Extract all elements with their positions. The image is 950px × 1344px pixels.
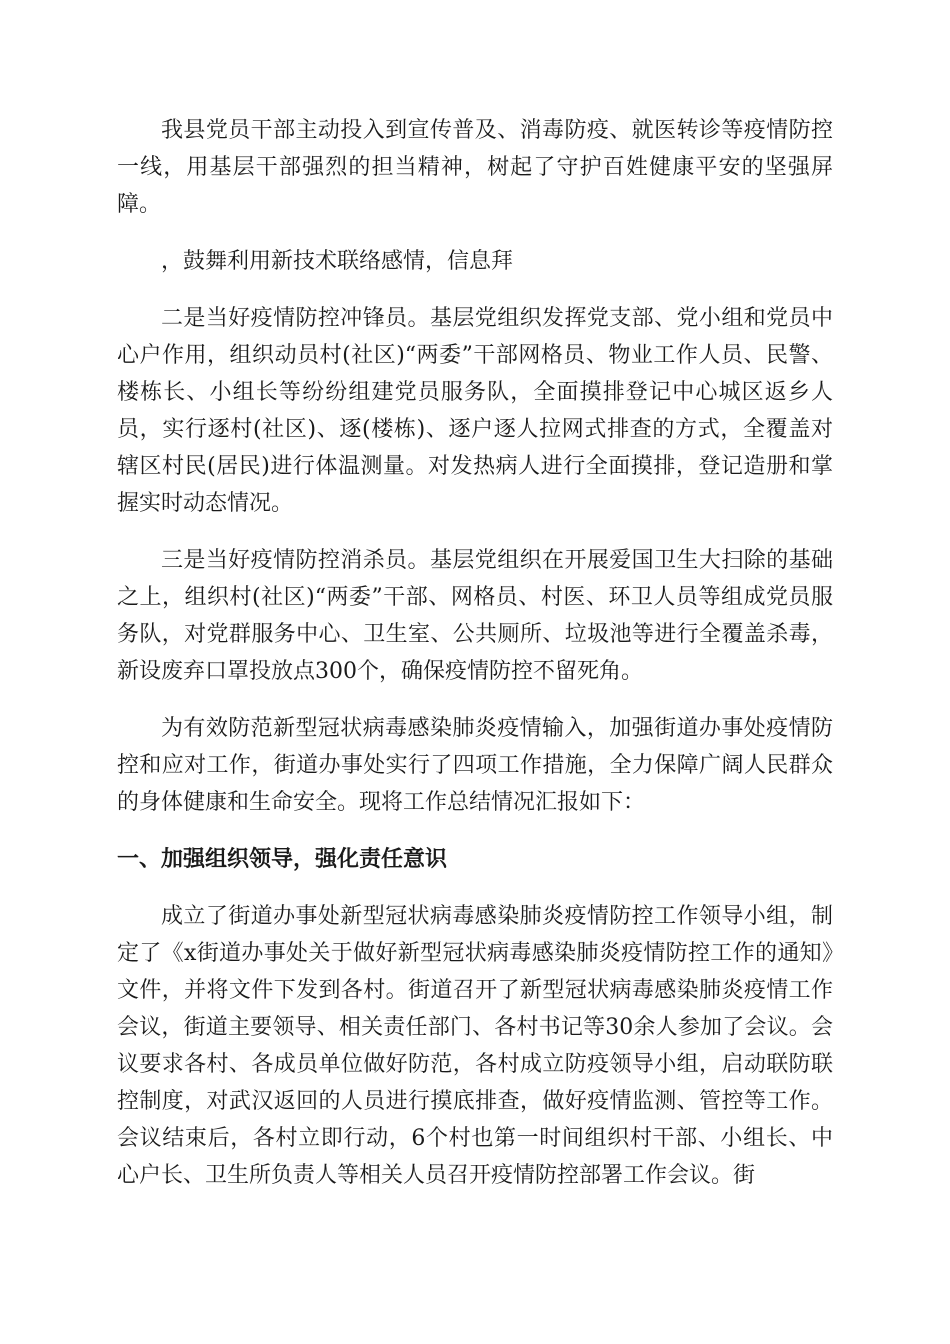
- paragraph-intro-summary: 为有效防范新型冠状病毒感染肺炎疫情输入，加强街道办事处疫情防控和应对工作，街道办事处实行了四项工作措施，全力保障广阔人民群众的身体健康和生命安全。现将工作总结情况汇报如下：: [117, 716, 833, 815]
- paragraph-party-cadres: 我县党员干部主动投入到宣传普及、消毒防疫、就医转诊等疫情防控一线，用基层干部强烈的担当精神，树起了守护百姓健康平安的坚强屏障。: [117, 118, 833, 217]
- paragraph-section-1-body: 成立了街道办事处新型冠状病毒感染肺炎疫情防控工作领导小组，制定了《x街道办事处关于做好新型冠状病毒感染肺炎疫情防控工作的通知》文件，并将文件下发到各村。街道召开了新型冠状病毒感染肺炎疫情工作会议，街道主要领导、相关责任部门、各村书记等30余人参加了会议。会议要求各村、各成员单位做好防范，各村成立防疫领导小组，启动联防联控制度，对武汉返回的人员进行摸底排查，做好疫情监测、管控等工作。会议结束后，各村立即行动，6个村也第一时间组织村干部、小组长、中心户长、卫生所负责人等相关人员召开疫情防控部署工作会议。街: [117, 904, 833, 1188]
- paragraph-second-point: 二是当好疫情防控冲锋员。基层党组织发挥党支部、党小组和党员中心户作用，组织动员村(社区)“两委”干部网格员、物业工作人员、民警、楼栋长、小组长等纷纷组建党员服务队，全面摸排登记中心城区返乡人员，实行逐村(社区)、逐(楼栋)、逐户逐人拉网式排查的方式，全覆盖对辖区村民(居民)进行体温测量。对发热病人进行全面摸排，登记造册和掌握实时动态情况。: [117, 306, 833, 516]
- paragraph-fragment: ，鼓舞利用新技术联络感情，信息拜: [161, 249, 514, 274]
- document-page: [117, 112, 833, 1194]
- paragraph-third-point: 三是当好疫情防控消杀员。基层党组织在开展爱国卫生大扫除的基础之上，组织村(社区)“两委”干部、网格员、村医、环卫人员等组成党员服务队，对党群服务中心、卫生室、公共厕所、垃圾池等进行全覆盖杀毒，新设废弃口罩投放点300个，确保疫情防控不留死角。: [117, 548, 833, 684]
- section-heading-1: 一、加强组织领导，强化责任意识: [117, 847, 448, 872]
